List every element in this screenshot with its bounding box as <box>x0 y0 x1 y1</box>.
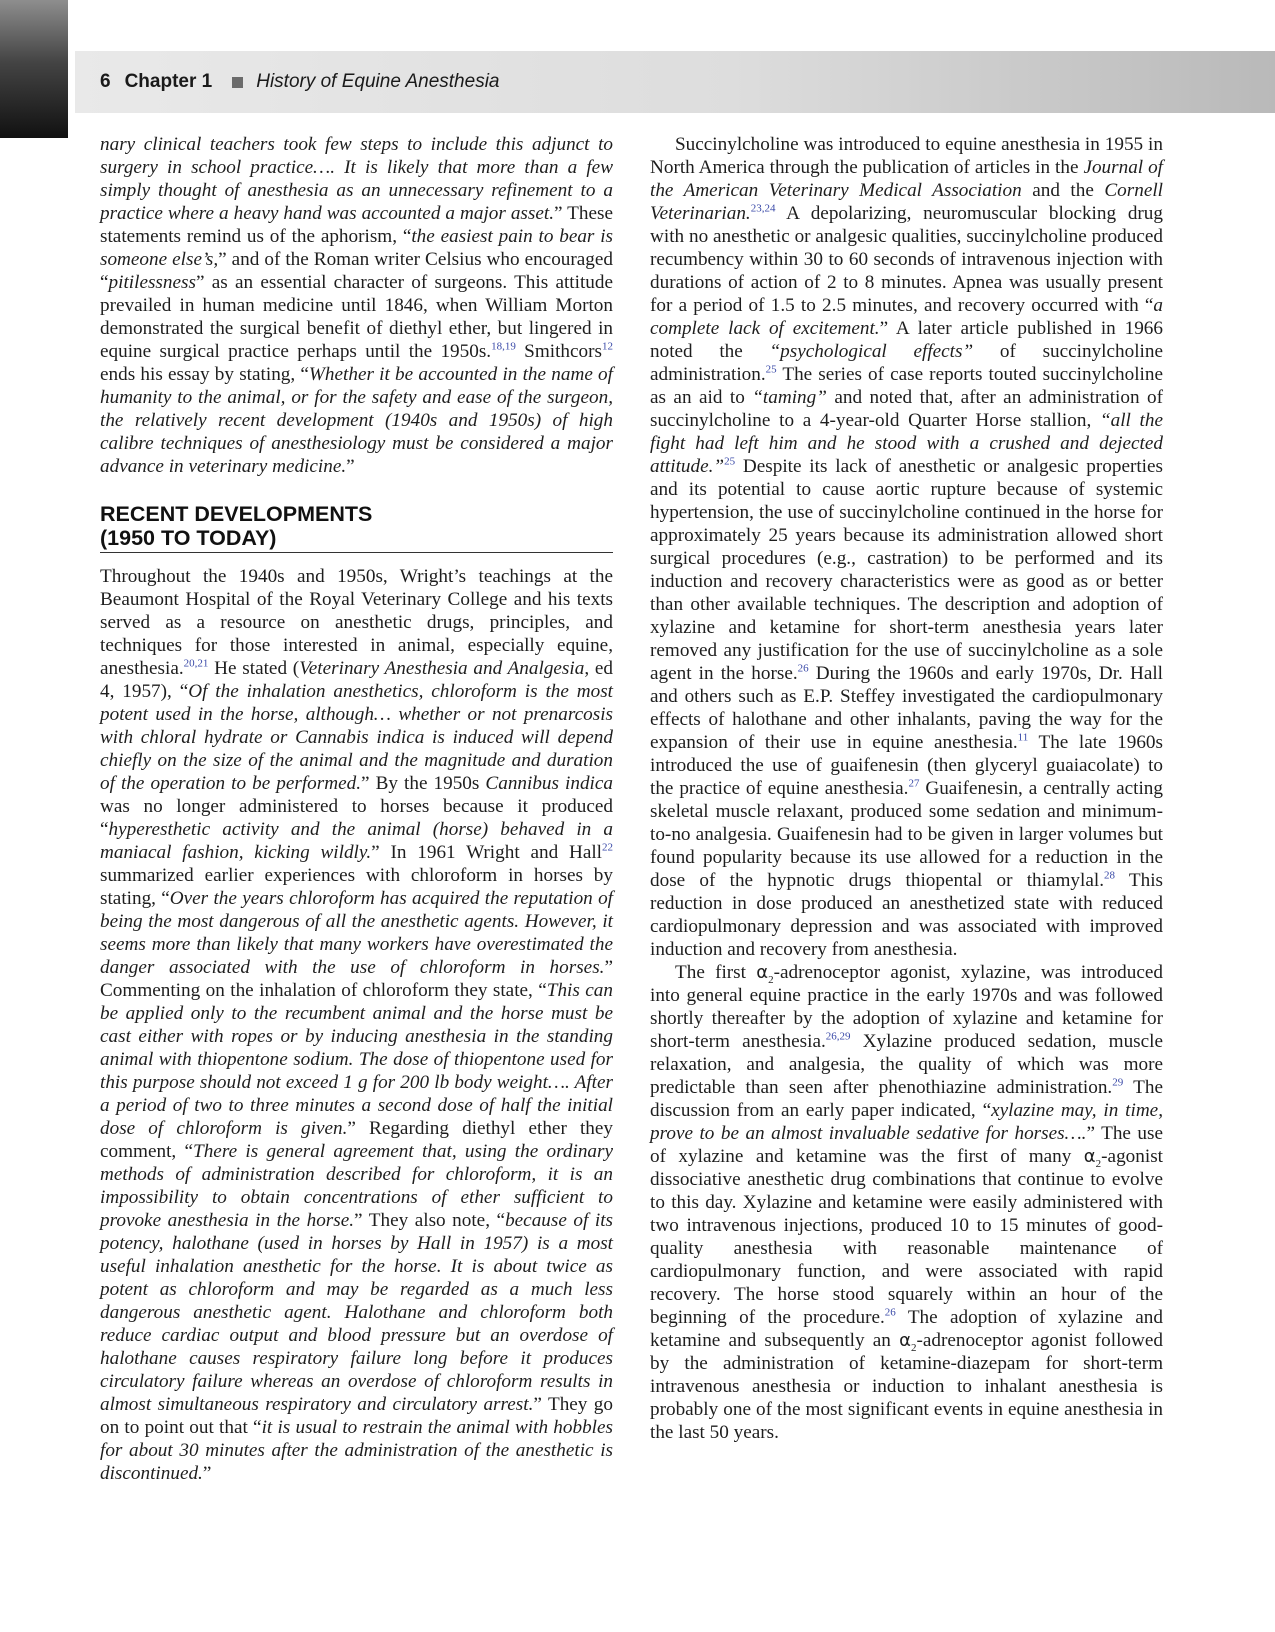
body-text: ” A later article published in 1966 noted the <box>650 318 1163 362</box>
body-text: and the <box>1021 180 1105 201</box>
quote-text: nary clinical teachers took few steps to include this adjunct to surgery in school practice…. It is likely that more than a few simply thought of anesthesia as an unnecessary refinement to a practice where a heavy hand was accounted a major asset. <box>100 134 613 224</box>
body-text: -adrenoceptor agonist, xylazine, was introduced into general equine practice in the early 1970s and was followed shortly thereafter by the adoption of xylazine and ketamine for short-term anesthesia. <box>650 962 1163 1052</box>
body-text: ends his essay by stating, “ <box>100 364 309 385</box>
citation-ref[interactable]: 22 <box>602 841 613 854</box>
body-text: ” Commenting on the inhalation of chloroform they state, “ <box>100 957 613 1001</box>
chapter-title: History of Equine Anesthesia <box>256 71 500 92</box>
body-text: A depolarizing, neuromuscular blocking drug with no anesthetic or analgesic qualities, succinylcholine produced recumbency within 30 to 60 seconds of intravenous injection with durations of action of 2 to 8 minutes. Apnea was usually present for a period of 1.5 to 2.5 minutes, and recovery occurred with “ <box>650 203 1163 316</box>
body-text: Guaifenesin, a centrally acting skeletal muscle relaxant, produced some sedation and minimum-to-no analgesia. Guaifenesin had to be given in larger volumes but found popularity because its use allowed for a reduction in the dose of the hypnotic drugs thiopental or thiamylal. <box>650 778 1163 891</box>
book-title: Veterinary Anesthesia and Analgesia <box>299 658 585 679</box>
running-header <box>75 51 1275 113</box>
section-heading <box>100 502 613 553</box>
body-text: ” The use of xylazine and ketamine was the first of many <box>650 1123 1163 1167</box>
quote-text: Cannibus indica <box>485 773 613 794</box>
journal-title: Journal of the American Veterinary Medical Association <box>650 157 1163 201</box>
body-text: -adrenoceptor agonist followed by the administration of ketamine-diazepam for short-term intravenous anesthesia or induction to inhalant anesthesia is probably one of the most significant events in equine anesthesia in the last 50 years. <box>650 1330 1163 1443</box>
quote-text: “psychological effects” <box>769 341 974 362</box>
citation-ref[interactable]: 27 <box>908 777 920 790</box>
left-column <box>100 133 613 1485</box>
chapter-tab-marker <box>0 0 68 138</box>
citation-ref[interactable]: 26 <box>797 662 809 675</box>
quote-text: Over the years chloroform has acquired the reputation of being the most dangerous of all the anesthetic agents. However, it seems more than likely that many workers have overestimated the danger associated with the use of chloroform in horses. <box>100 888 613 978</box>
subscript: 2 <box>910 1341 917 1354</box>
body-text: ” and of the Roman writer Celsius who encouraged “ <box>100 249 613 293</box>
subscript: 2 <box>1095 1157 1102 1170</box>
body-text: He stated ( <box>208 658 300 679</box>
citation-ref[interactable]: 29 <box>1112 1076 1124 1089</box>
right-column <box>650 133 1163 1444</box>
alpha-symbol: α <box>756 962 769 983</box>
subscript: 2 <box>768 973 774 986</box>
body-text: -agonist dissociative anesthetic drug combinations that continue to evolve to this day. Xylazine and ketamine were easily administered with two intravenous injections, produced 10 to 15 minutes of good-quality anesthesia with reasonable maintenance of cardiopulmonary function, and were associated with rapid recovery. The horse stood squarely within an hour of the beginning of the procedure. <box>650 1146 1163 1328</box>
citation-ref[interactable]: 25 <box>765 363 777 376</box>
citation-ref[interactable]: 23,24 <box>750 202 776 215</box>
body-text: The discussion from an early paper indicated, “ <box>650 1077 1164 1121</box>
quote-text: the easiest pain to bear is someone else’s, <box>100 226 613 270</box>
body-text: The adoption of xylazine and ketamine and subsequently an <box>650 1307 1163 1351</box>
journal-title: Cornell Veterinarian. <box>650 180 1164 224</box>
quote-text: “taming” <box>752 387 827 408</box>
body-text: Xylazine produced sedation, muscle relaxation, and analgesia, the quality of which was more predictable than seen after phenothiazine administration. <box>650 1031 1163 1098</box>
citation-ref[interactable]: 11 <box>1017 731 1029 744</box>
body-text: Succinylcholine was introduced to equine anesthesia in 1955 in North America through the publication of articles in the <box>650 134 1163 178</box>
left-paragraph-2 <box>100 565 613 1485</box>
quote-text: pitilessness <box>108 272 196 293</box>
body-text: ” These statements remind us of the aphorism, “ <box>100 203 613 247</box>
body-text: ” They go on to point out that “ <box>100 1394 613 1438</box>
quote-text: it is usual to restrain the animal with hobbles for about 30 minutes after the administration of the anesthetic is discontinued. <box>100 1417 613 1484</box>
quote-text: Of the inhalation anesthetics, chloroform is the most potent used in the horse, although… whether or not prenarcosis with chloral hydrate or Cannabis indica is induced will depend chiefly on the size of the animal and the magnitude and duration of the operation to be performed. <box>100 681 614 794</box>
body-text: was no longer administered to horses because it produced “ <box>100 796 613 840</box>
body-text: During the 1960s and early 1970s, Dr. Hall and others such as E.P. Steffey investigated the cardiopulmonary effects of halothane and other inhalants, paving the way for the expansion of their use in equine anesthesia. <box>650 663 1163 753</box>
body-text: The first <box>675 962 757 983</box>
alpha-symbol: α <box>899 1330 911 1351</box>
citation-ref[interactable]: 18,19 <box>491 340 516 353</box>
quote-text: There is general agreement that, using the ordinary methods of administration described for chloroform, it is an impossibility to obtain concentrations of ether sufficient to provoke anesthesia in the horse. <box>100 1141 613 1231</box>
section-heading-line-2: (1950 TO TODAY) <box>100 526 277 550</box>
quote-text: Whether it be accounted in the name of humanity to the animal, or for the safety and ease of the surgeon, the relatively recent development (1940s and 1950s) of high calibre techniques of anesthesiology must be considered a major advance in veterinary medicine. <box>100 364 613 477</box>
body-text: of succinylcholine administration. <box>650 341 1163 385</box>
citation-ref[interactable]: 28 <box>1104 869 1115 882</box>
square-separator-icon <box>232 77 243 88</box>
quote-text: This can be applied only to the recumbent animal and the horse must be cast either with ropes or by inducing anesthesia in the standing animal with thiopentone sodium. The dose of thiopentone used for this purpose should not exceed 1 g for 200 lb body weight…. After a period of two to three minutes a second dose of half the initial dose of chloroform is given. <box>100 980 613 1139</box>
body-text: Despite its lack of anesthetic or analgesic properties and its potential to cause aortic rupture because of systemic hypertension, the use of succinylcholine continued in the horse for approximately 25 years because its administration allowed short surgical procedures (e.g., castration) to be performed and its induction and recovery characteristics were as good as or better than other available techniques. The description and adoption of xylazine and ketamine for short-term anesthesia years later removed any justification for the use of succinylcholine as a sole agent in the horse. <box>650 456 1163 684</box>
left-paragraph-1 <box>100 133 613 478</box>
quote-text: xylazine may, in time, prove to be an almost invaluable sedative for horses…. <box>650 1100 1163 1144</box>
alpha-symbol: α <box>1083 1146 1096 1167</box>
body-text: Throughout the 1940s and 1950s, Wright’s teachings at the Beaumont Hospital of the Royal Veterinary College and his texts served as a resource on anesthetic drugs, principles, and techniques for those interested in animal, especially equine, anesthesia. <box>100 566 613 679</box>
body-text: ” <box>202 1463 212 1484</box>
page-number: 6 <box>100 71 111 92</box>
citation-ref[interactable]: 25 <box>724 455 736 468</box>
body-text: ” <box>346 456 355 477</box>
body-text: This reduction in dose produced an anesthetized state with reduced cardiopulmonary depression and was associated with improved induction and recovery from anesthesia. <box>650 870 1163 960</box>
quote-text: because of its potency, halothane (used in horses by Hall in 1957) is a most useful inhalation anesthetic for the horse. It is about twice as potent as chloroform and may be regarded as a much less dangerous anesthetic agent. Halothane and chloroform both reduce cardiac output and blood pressure but an overdose of halothane causes respiratory failure long before it produces circulatory failure whereas an overdose of chloroform results in almost simultaneous respiratory and circulatory arrest. <box>100 1210 613 1415</box>
quote-text: a complete lack of excitement. <box>650 295 1163 339</box>
right-paragraph-1 <box>650 133 1163 961</box>
chapter-label: Chapter 1 <box>124 71 213 92</box>
body-text: ” Regarding diethyl ether they comment, “ <box>100 1118 613 1162</box>
right-paragraph-2 <box>650 961 1163 1444</box>
body-text: The series of case reports touted succinylcholine as an aid to <box>650 364 1163 408</box>
quote-text: hyperesthetic activity and the animal (horse) behaved in a maniacal fashion, kicking wildly. <box>100 819 613 863</box>
citation-ref[interactable]: 26 <box>884 1306 896 1319</box>
citation-ref[interactable]: 20,21 <box>183 657 209 670</box>
body-text: summarized earlier experiences with chloroform in horses by stating, “ <box>100 865 613 909</box>
citation-ref[interactable]: 12 <box>601 340 613 353</box>
quote-text: “all the fight had left him and he stood with a crushed and dejected attitude.” <box>650 410 1163 477</box>
body-text: ” as an essential character of surgeons. This attitude prevailed in human medicine until 1846, when William Morton demonstrated the surgical benefit of diethyl ether, but lingered in equine surgical practice perhaps until the 1950s. <box>100 272 613 362</box>
body-text: ” In 1961 Wright and Hall <box>371 842 602 863</box>
body-text: ” By the 1950s <box>361 773 486 794</box>
body-text: ” They also note, “ <box>354 1210 506 1231</box>
body-text: Smithcors <box>515 341 602 362</box>
section-heading-line-1: RECENT DEVELOPMENTS <box>100 502 373 526</box>
body-text: and noted that, after an administration of succinylcholine to a 4-year-old Quarter Horse stallion, <box>650 387 1163 431</box>
body-text: , ed 4, 1957), “ <box>100 658 613 702</box>
body-text: The late 1960s introduced the use of guaifenesin (then glyceryl guaiacolate) to the practice of equine anesthesia. <box>650 732 1163 799</box>
citation-ref[interactable]: 26,29 <box>825 1030 851 1043</box>
